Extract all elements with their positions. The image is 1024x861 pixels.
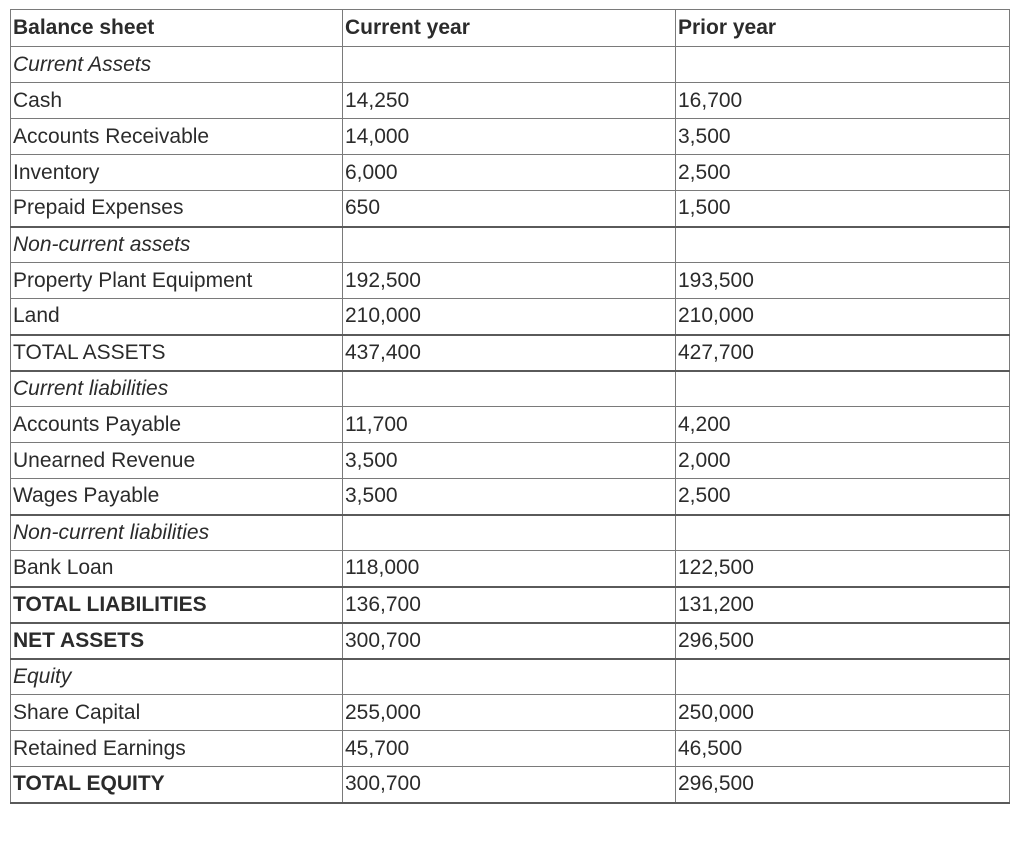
balance-sheet-table [10,9,1010,804]
prior-value: 427,700 [676,335,1010,371]
section-row [11,227,1010,263]
row-label: TOTAL EQUITY [11,767,343,803]
total-row [11,623,1010,659]
prior-value: 250,000 [676,695,1010,731]
table-row [11,119,1010,155]
prior-value: 46,500 [676,731,1010,767]
row-label: Share Capital [11,695,343,731]
row-label: TOTAL ASSETS [11,335,343,371]
table-row [11,407,1010,443]
prior-value: 131,200 [676,587,1010,623]
row-label: Equity [11,659,343,695]
table-row [11,83,1010,119]
header-prior-year: Prior year [676,10,1010,47]
table-row [11,731,1010,767]
row-label: Inventory [11,155,343,191]
current-value: 14,000 [343,119,676,155]
row-label: NET ASSETS [11,623,343,659]
current-value [343,227,676,263]
current-value: 118,000 [343,551,676,587]
table-row [11,191,1010,227]
current-value: 192,500 [343,263,676,299]
prior-value: 193,500 [676,263,1010,299]
current-value: 650 [343,191,676,227]
current-value: 136,700 [343,587,676,623]
row-label: Prepaid Expenses [11,191,343,227]
prior-value [676,371,1010,407]
prior-value: 296,500 [676,623,1010,659]
row-label: Retained Earnings [11,731,343,767]
row-label: Bank Loan [11,551,343,587]
prior-value [676,227,1010,263]
row-label: Current Assets [11,47,343,83]
prior-value [676,659,1010,695]
section-row [11,371,1010,407]
row-label: Unearned Revenue [11,443,343,479]
current-value: 11,700 [343,407,676,443]
row-label: Land [11,299,343,335]
row-label: Wages Payable [11,479,343,515]
table-row [11,551,1010,587]
current-value: 6,000 [343,155,676,191]
row-label: Accounts Payable [11,407,343,443]
row-label: Non-current liabilities [11,515,343,551]
row-label: TOTAL LIABILITIES [11,587,343,623]
prior-value: 2,000 [676,443,1010,479]
section-row [11,47,1010,83]
prior-value: 16,700 [676,83,1010,119]
prior-value: 1,500 [676,191,1010,227]
current-value: 45,700 [343,731,676,767]
prior-value: 4,200 [676,407,1010,443]
current-value: 300,700 [343,767,676,803]
row-label: Non-current assets [11,227,343,263]
prior-value: 2,500 [676,155,1010,191]
section-row [11,515,1010,551]
current-value: 210,000 [343,299,676,335]
table-row [11,695,1010,731]
row-label: Property Plant Equipment [11,263,343,299]
prior-value: 122,500 [676,551,1010,587]
header-label: Balance sheet [11,10,343,47]
prior-value: 2,500 [676,479,1010,515]
current-value [343,659,676,695]
header-current-year: Current year [343,10,676,47]
prior-value: 3,500 [676,119,1010,155]
table-row [11,479,1010,515]
current-value: 3,500 [343,479,676,515]
table-row [11,263,1010,299]
current-value [343,515,676,551]
current-value: 300,700 [343,623,676,659]
table-row [11,299,1010,335]
current-value [343,371,676,407]
prior-value: 296,500 [676,767,1010,803]
current-value [343,47,676,83]
row-label: Current liabilities [11,371,343,407]
section-row [11,659,1010,695]
table-row [11,155,1010,191]
current-value: 14,250 [343,83,676,119]
current-value: 3,500 [343,443,676,479]
total-row [11,587,1010,623]
row-label: Accounts Receivable [11,119,343,155]
total-row [11,767,1010,803]
current-value: 437,400 [343,335,676,371]
prior-value [676,47,1010,83]
row-label: Cash [11,83,343,119]
prior-value [676,515,1010,551]
total-row [11,335,1010,371]
current-value: 255,000 [343,695,676,731]
table-row [11,443,1010,479]
header-row [11,10,1010,47]
prior-value: 210,000 [676,299,1010,335]
